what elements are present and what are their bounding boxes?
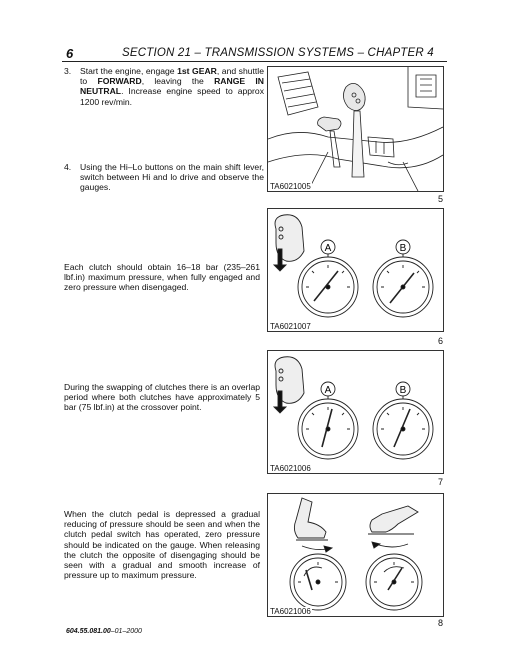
figure-gauges-crossover: [267, 350, 444, 474]
figure-shift-lever: [267, 66, 444, 192]
document-footer: [66, 628, 142, 635]
paragraph-clutch-pedal: When the clutch pedal is depressed a gradual reducing of pressure should be seen and when the clutch pedal switch has operated, zero pressure should be indicated on the gauge. When releasing the clutch the opposite of disengaging should be seen with a gradual and smooth increase of pressure up to maximum pressure.: [64, 509, 260, 581]
figure-code: TA6021006: [270, 464, 311, 473]
section-title: SECTION 21 – TRANSMISSION SYSTEMS – CHAPTER 4: [122, 47, 434, 59]
figure-number: 6: [438, 336, 444, 346]
figure-number: 7: [438, 477, 444, 487]
step-3: [64, 66, 264, 126]
shift-lever-illustration: [268, 67, 443, 191]
clutch-pedal-illustration: [268, 494, 443, 616]
gauges-crossover-illustration: [268, 351, 443, 473]
figure-code: TA6021007: [270, 322, 311, 331]
paragraph-clutch-pressure: Each clutch should obtain 16–18 bar (235–261 lbf.in) maximum pressure, when fully engaged and zero pressure when disengaged.: [64, 262, 260, 293]
gauge-label-b: B: [399, 385, 407, 396]
gauge-label-b: B: [399, 243, 407, 254]
doc-date: –01–2000: [110, 628, 142, 635]
step-text: Start the engine, engage 1st GEAR, and shuttle to FORWARD, leaving the RANGE IN NEUTRAL. Increase engine speed to approx 1200 rev/min.: [80, 66, 264, 107]
gauge-label-a: A: [324, 385, 332, 396]
step-number: 3.: [64, 66, 72, 76]
figure-gauges-engaged: [267, 208, 444, 332]
gauges-illustration: [268, 209, 443, 331]
paragraph-crossover: During the swapping of clutches there is an overlap period where both clutches have approximately 5 bar (75 lbf.in) at the crossover point.: [64, 382, 260, 413]
step-text: Using the Hi–Lo buttons on the main shift lever, switch between Hi and lo drive and observe the gauges.: [80, 162, 264, 193]
figure-code: TA6021005: [270, 182, 311, 191]
figure-number: 5: [438, 194, 444, 204]
figure-clutch-pedal: [267, 493, 444, 617]
page-number: 6: [66, 46, 74, 61]
step-4: [64, 162, 264, 202]
step-number: 4.: [64, 162, 72, 172]
figure-code: TA6021006: [270, 607, 311, 616]
figure-number: 8: [438, 618, 444, 628]
header-divider: [62, 61, 447, 62]
gauge-label-a: A: [324, 243, 332, 254]
doc-code: 604.55.081.00: [66, 628, 111, 635]
